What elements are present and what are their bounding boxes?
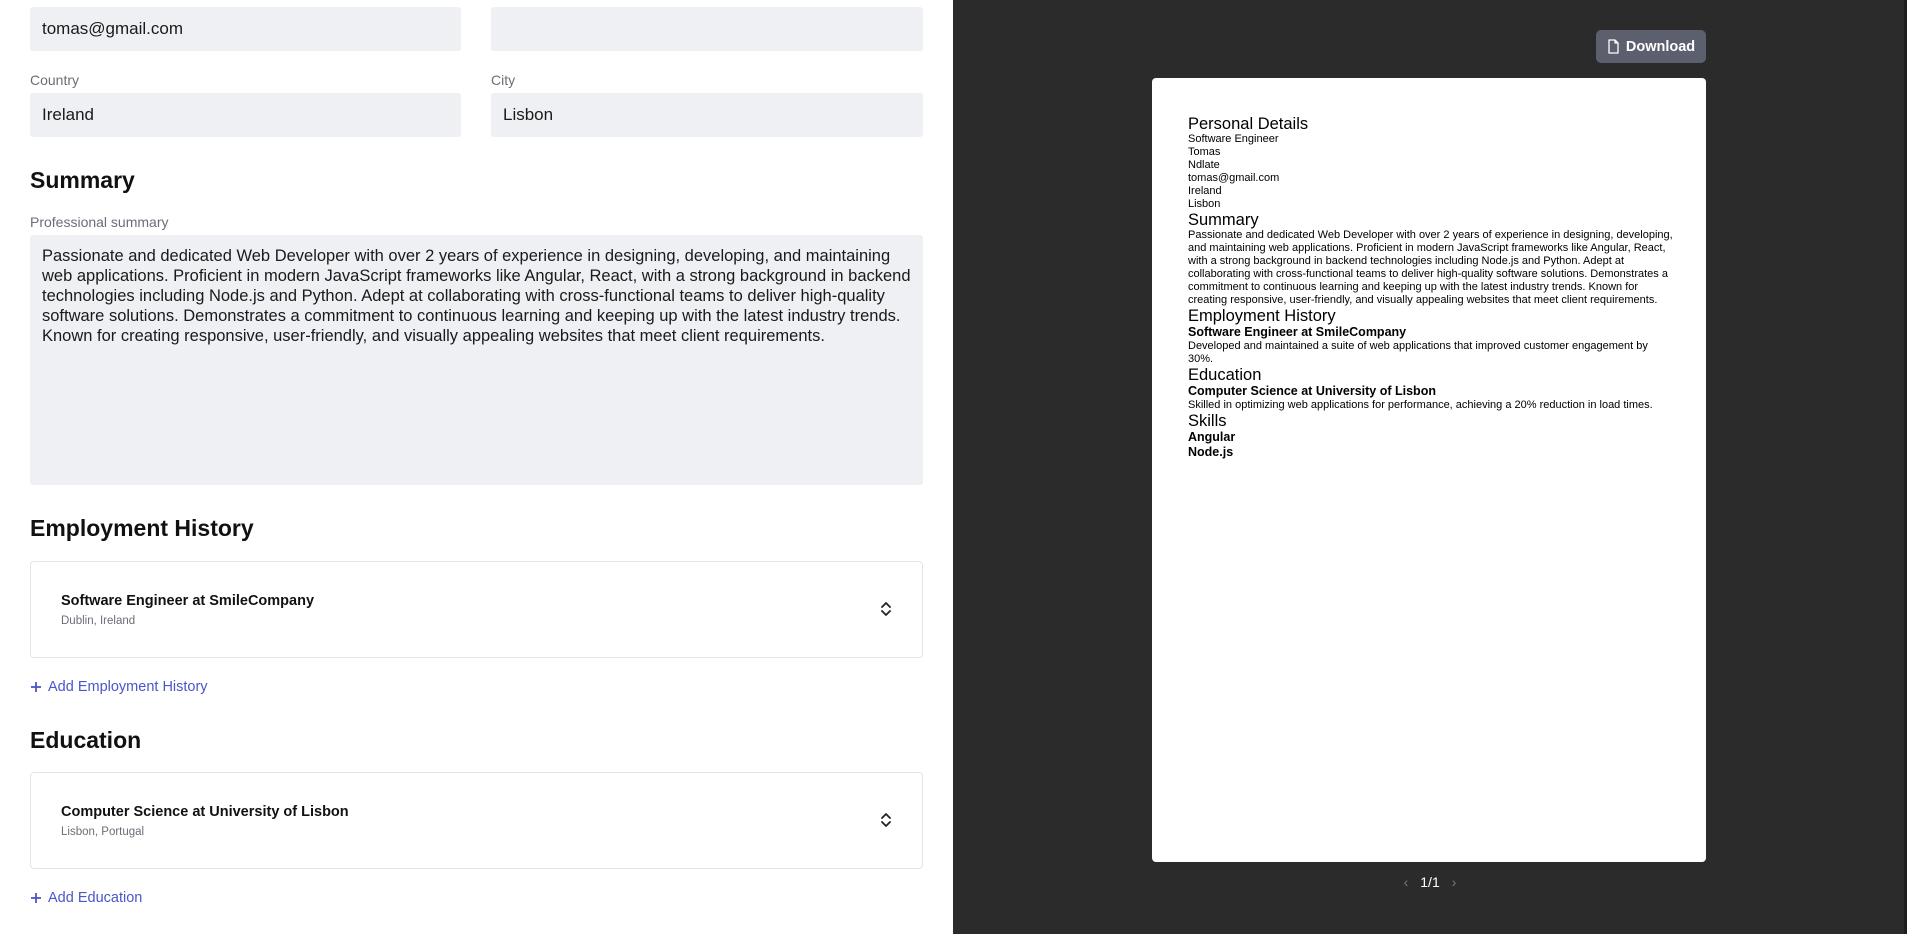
personal-details-heading: Personal Details	[1188, 115, 1309, 133]
resume-preview-pane	[953, 0, 1907, 934]
add-employment-button[interactable]	[30, 679, 208, 695]
preview-education-desc: Skilled in optimizing web applications for performance, achieving a 20% reduction in load times.	[1188, 399, 1653, 411]
employment-card-title: Software Engineer at SmileCompany	[61, 593, 315, 609]
expand-collapse-icon[interactable]	[880, 811, 892, 829]
plus-icon	[30, 892, 42, 904]
employment-section-title: Employment History	[30, 515, 254, 541]
preview-summary-text: Passionate and dedicated Web Developer with over 2 years of experience in designing, developing, and maintaining web applications. Proficient in modern JavaScript frameworks like Angular, React, with a strong background in backend technologies including Node.js and Python. Adept at collaborating with cross-functional teams to deliver high-quality software solutions. Demonstrates a commitment to continuous learning and keeping up with the latest industry trends. Known for creating responsive, user-friendly, and visually appealing websites that meet client requirements.	[1188, 229, 1673, 306]
preview-employment-heading: Employment History	[1188, 307, 1336, 325]
preview-first-name: Tomas	[1188, 146, 1221, 158]
preview-education-heading: Education	[1188, 366, 1262, 384]
education-card-title: Computer Science at University of Lisbon	[61, 804, 349, 820]
preview-skills-heading: Skills	[1188, 412, 1227, 430]
employment-card-location: Dublin, Ireland	[61, 615, 136, 627]
chevron-right-icon[interactable]: ›	[1451, 874, 1457, 890]
phone-input[interactable]	[491, 7, 923, 51]
page-pagination	[953, 874, 1907, 890]
preview-employment-title: Software Engineer at SmileCompany	[1188, 325, 1407, 339]
summary-section-title: Summary	[30, 167, 135, 193]
plus-icon	[30, 681, 42, 693]
add-education-label: Add Education	[48, 890, 143, 906]
download-label: Download	[1625, 38, 1696, 55]
email-input[interactable]: tomas@gmail.com	[30, 7, 461, 51]
preview-education-title: Computer Science at University of Lisbon	[1188, 384, 1436, 398]
preview-country: Ireland	[1188, 185, 1222, 197]
preview-skill-item: Node.js	[1188, 445, 1234, 459]
preview-city: Lisbon	[1188, 198, 1221, 210]
file-download-icon	[1607, 39, 1620, 54]
education-section-title: Education	[30, 727, 142, 753]
preview-job-title: Software Engineer	[1188, 133, 1279, 145]
add-employment-label: Add Employment History	[48, 679, 208, 695]
preview-summary-heading: Summary	[1188, 211, 1259, 229]
preview-skill-item: Angular	[1188, 430, 1236, 444]
professional-summary-textarea[interactable]: Passionate and dedicated Web Developer with over 2 years of experience in designing, developing, and maintaining web applications. Proficient in modern JavaScript frameworks like Angular, React, with a strong background in backend technologies including Node.js and Python. Adept at collaborating with cross-functional teams to deliver high-quality software solutions. Demonstrates a commitment to continuous learning and keeping up with the latest industry trends. Known for creating responsive, user-friendly, and visually appealing websites that meet client requirements.	[30, 235, 923, 485]
country-input[interactable]: Ireland	[30, 93, 461, 137]
preview-email: tomas@gmail.com	[1188, 172, 1280, 184]
country-label: Country	[30, 72, 80, 88]
education-card-location: Lisbon, Portugal	[61, 826, 145, 838]
employment-card[interactable]	[30, 561, 923, 658]
preview-last-name: Ndlate	[1188, 159, 1220, 171]
chevron-left-icon[interactable]: ‹	[1403, 874, 1409, 890]
add-education-button[interactable]	[30, 890, 142, 906]
preview-employment-desc: Developed and maintained a suite of web applications that improved customer engagement by 30%.	[1188, 340, 1648, 365]
expand-collapse-icon[interactable]	[880, 600, 892, 618]
city-input[interactable]: Lisbon	[491, 93, 923, 137]
city-label: City	[491, 72, 516, 88]
download-button[interactable]	[1596, 30, 1706, 63]
page-indicator: 1/1	[1420, 874, 1440, 890]
resume-page-content	[1188, 115, 1674, 460]
resume-page	[1152, 78, 1706, 862]
professional-summary-label: Professional summary	[30, 214, 169, 230]
resume-editor	[0, 0, 953, 934]
education-card[interactable]	[30, 772, 923, 869]
